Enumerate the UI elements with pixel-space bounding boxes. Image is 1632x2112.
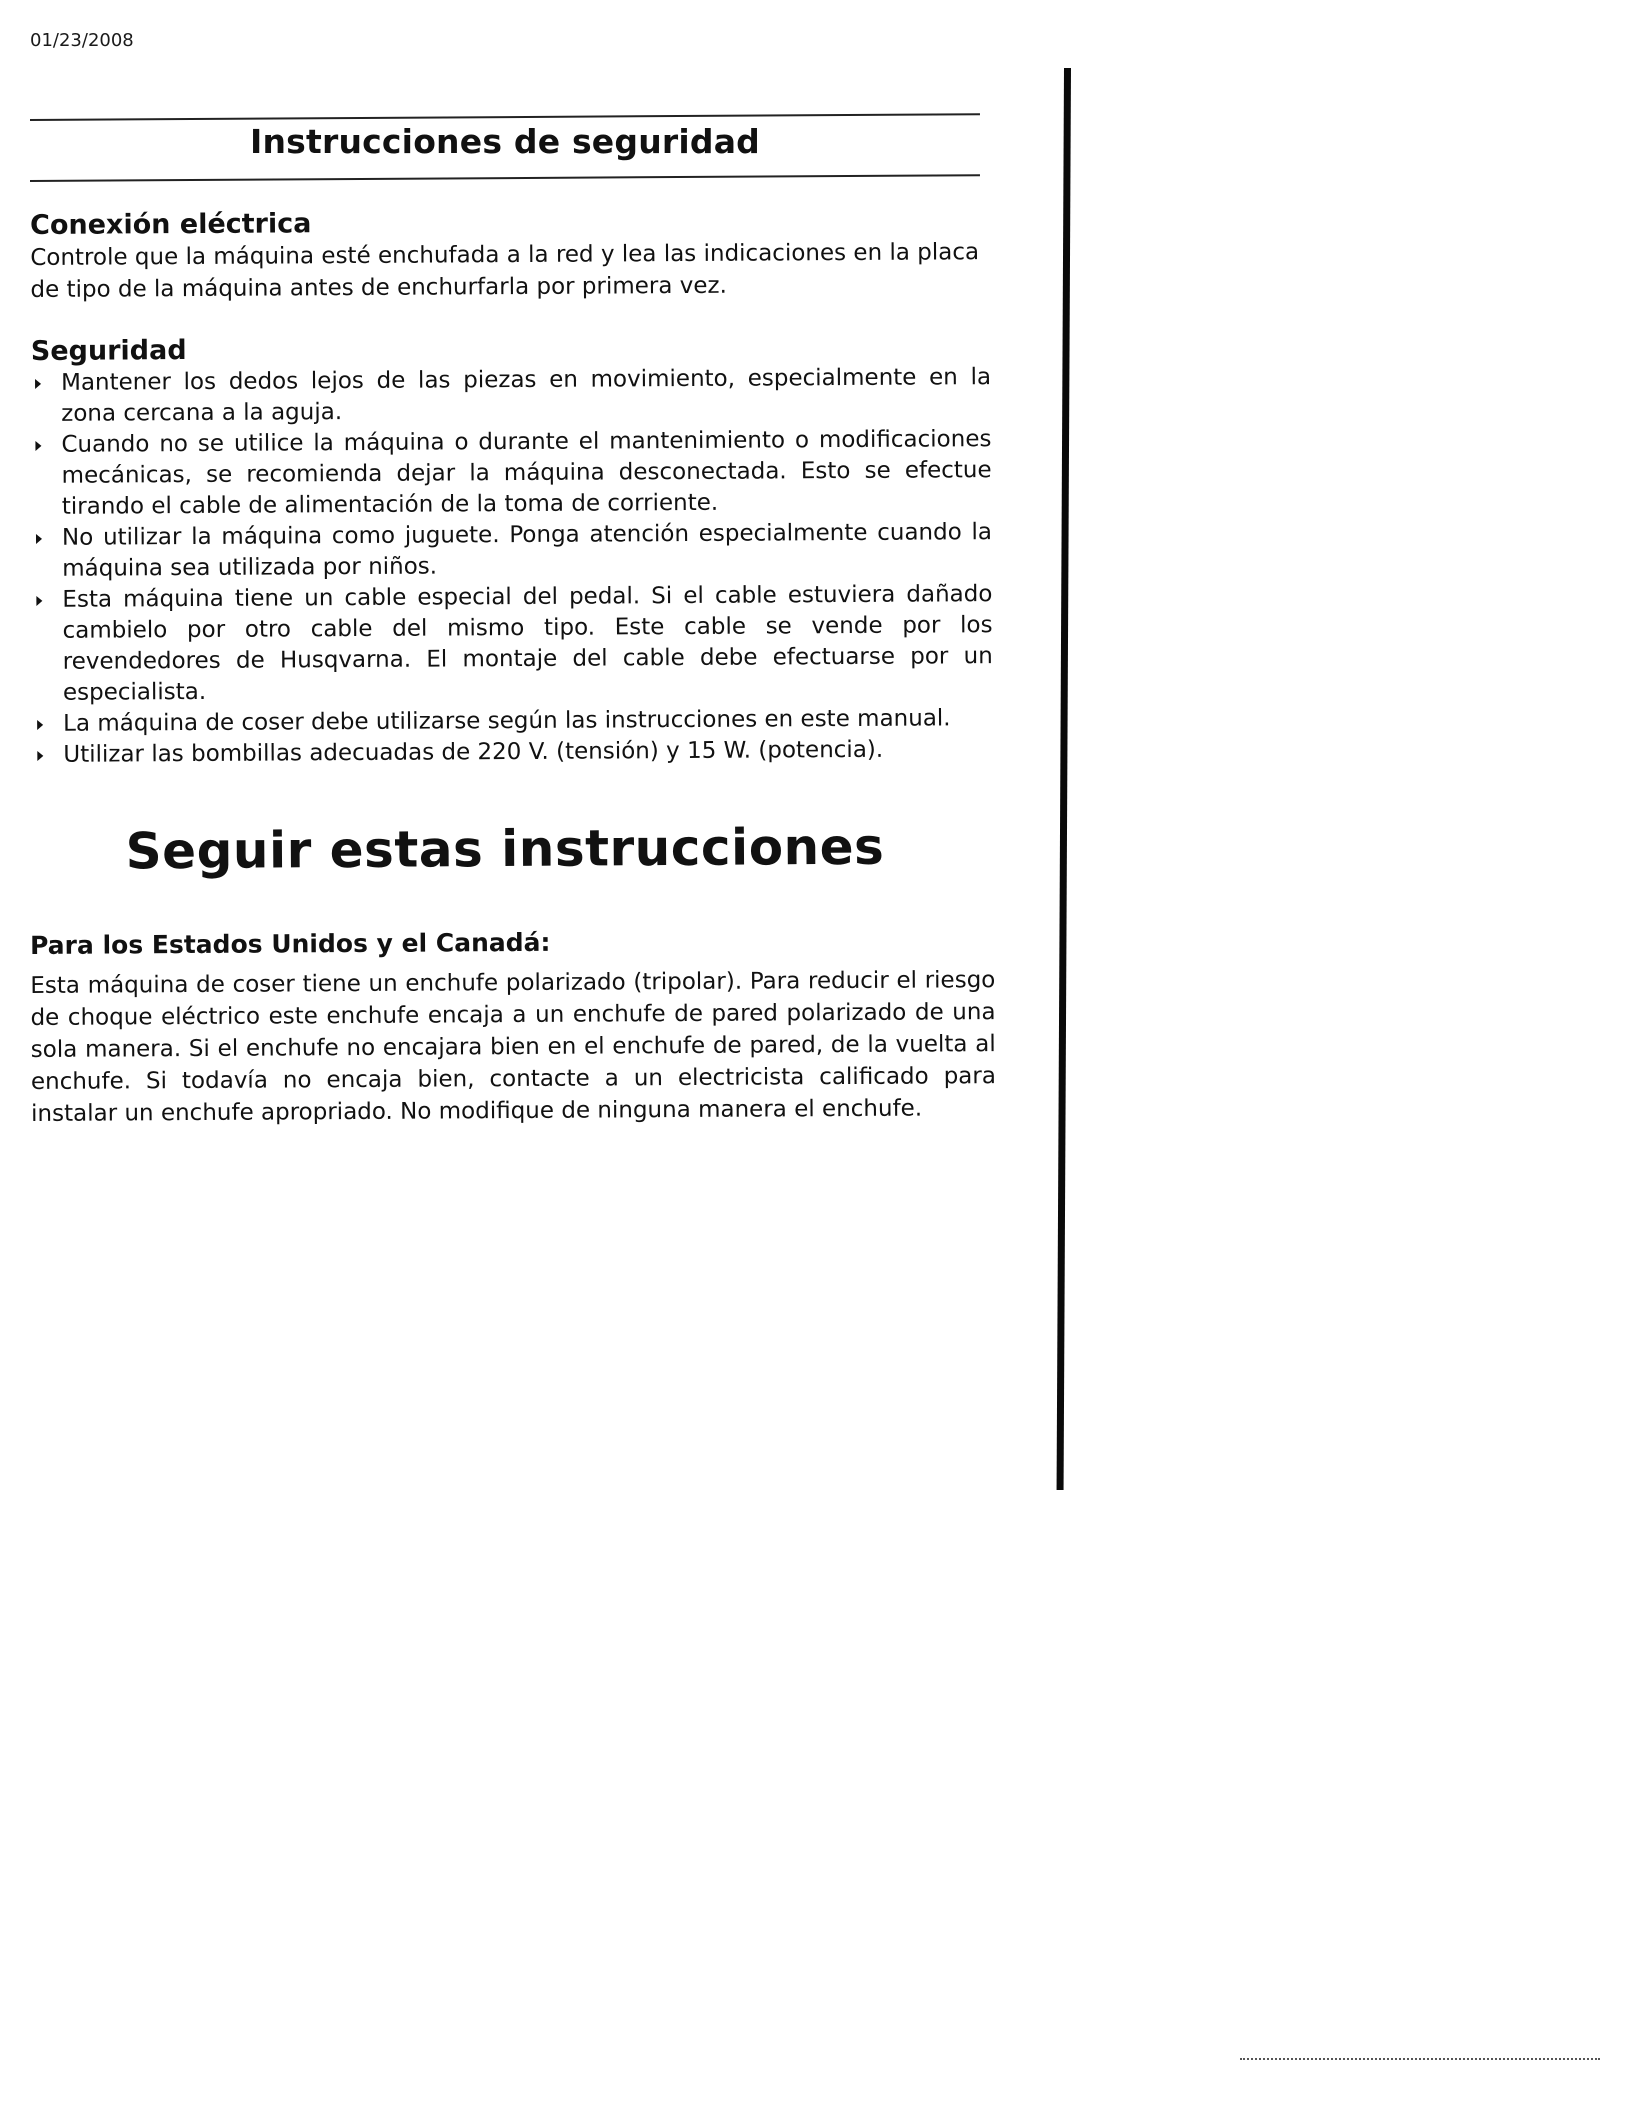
scan-artifact-line xyxy=(1240,2058,1600,2060)
section-electrical-connection xyxy=(30,204,991,306)
bullet-icon xyxy=(37,751,43,761)
polarized-plug-text: Esta máquina de coser tiene un enchufe polarizado (tripolar). Para reducir el riesgo de choque eléctrico este enchufe encaja a un enchufe de pared polarizado de una sola manera. Si el enchufe no encajara bien en el enchufe de pared, de la vuelta al enchufe. Si todavía no encaja bien, contacte a un electricista calificado para instalar un enchufe apropriado. No modifique de ninguna manera el enchufe. xyxy=(30,967,996,1127)
list-item: La máquina de coser debe utilizarse según las instrucciones en este manual. xyxy=(33,703,993,740)
section-heading-safety: Seguridad xyxy=(30,335,187,367)
usa-canada-content xyxy=(30,924,996,1130)
bullet-icon xyxy=(37,720,43,730)
list-item: Mantener los dedos lejos de las piezas en movimiento, especialmente en la zona cercana a la aguja. xyxy=(31,362,991,430)
bullet-icon xyxy=(35,441,41,451)
scan-date: 01/23/2008 xyxy=(30,30,134,51)
list-item: Utilizar las bombillas adecuadas de 220 V. (tensión) y 15 W. (potencia). xyxy=(33,734,993,771)
bullet-icon xyxy=(35,379,41,389)
list-item: Cuando no se utilice la máquina o durante el mantenimiento o modificaciones mecánicas, se recomienda dejar la máquina desconectada. Esto se efectue tirando el cable de alimentación de la toma de corriente. xyxy=(31,424,992,523)
bullet-icon xyxy=(36,534,42,544)
header-rule-top xyxy=(30,113,980,121)
safety-list xyxy=(31,362,993,771)
section-heading-electrical: Conexión eléctrica xyxy=(30,208,312,241)
list-item: No utilizar la máquina como juguete. Ponga atención especialmente cuando la máquina sea utilizada por niños. xyxy=(32,517,992,585)
list-item: Esta máquina tiene un cable especial del pedal. Si el cable estuviera dañado cambielo por otro cable del mismo tipo. Este cable se vende por los revendedores de Husqvarna. El montaje del cable debe efectuarse por un especialista. xyxy=(32,579,993,709)
electrical-connection-text: Controle que la máquina esté enchufada a la red y lea las indicaciones en la placa de tipo de la máquina antes de enchurfarla por primera vez. xyxy=(30,239,980,303)
section-safety xyxy=(31,330,994,771)
bullet-icon xyxy=(36,596,42,606)
follow-instructions-title: Seguir estas instrucciones xyxy=(125,817,885,881)
safety-content xyxy=(30,204,993,771)
margin-bar xyxy=(1057,68,1071,1490)
page-title: Instrucciones de seguridad xyxy=(250,122,760,161)
section-heading-usa-canada: Para los Estados Unidos y el Canadá: xyxy=(30,927,551,960)
header-rule-bottom xyxy=(30,174,980,182)
